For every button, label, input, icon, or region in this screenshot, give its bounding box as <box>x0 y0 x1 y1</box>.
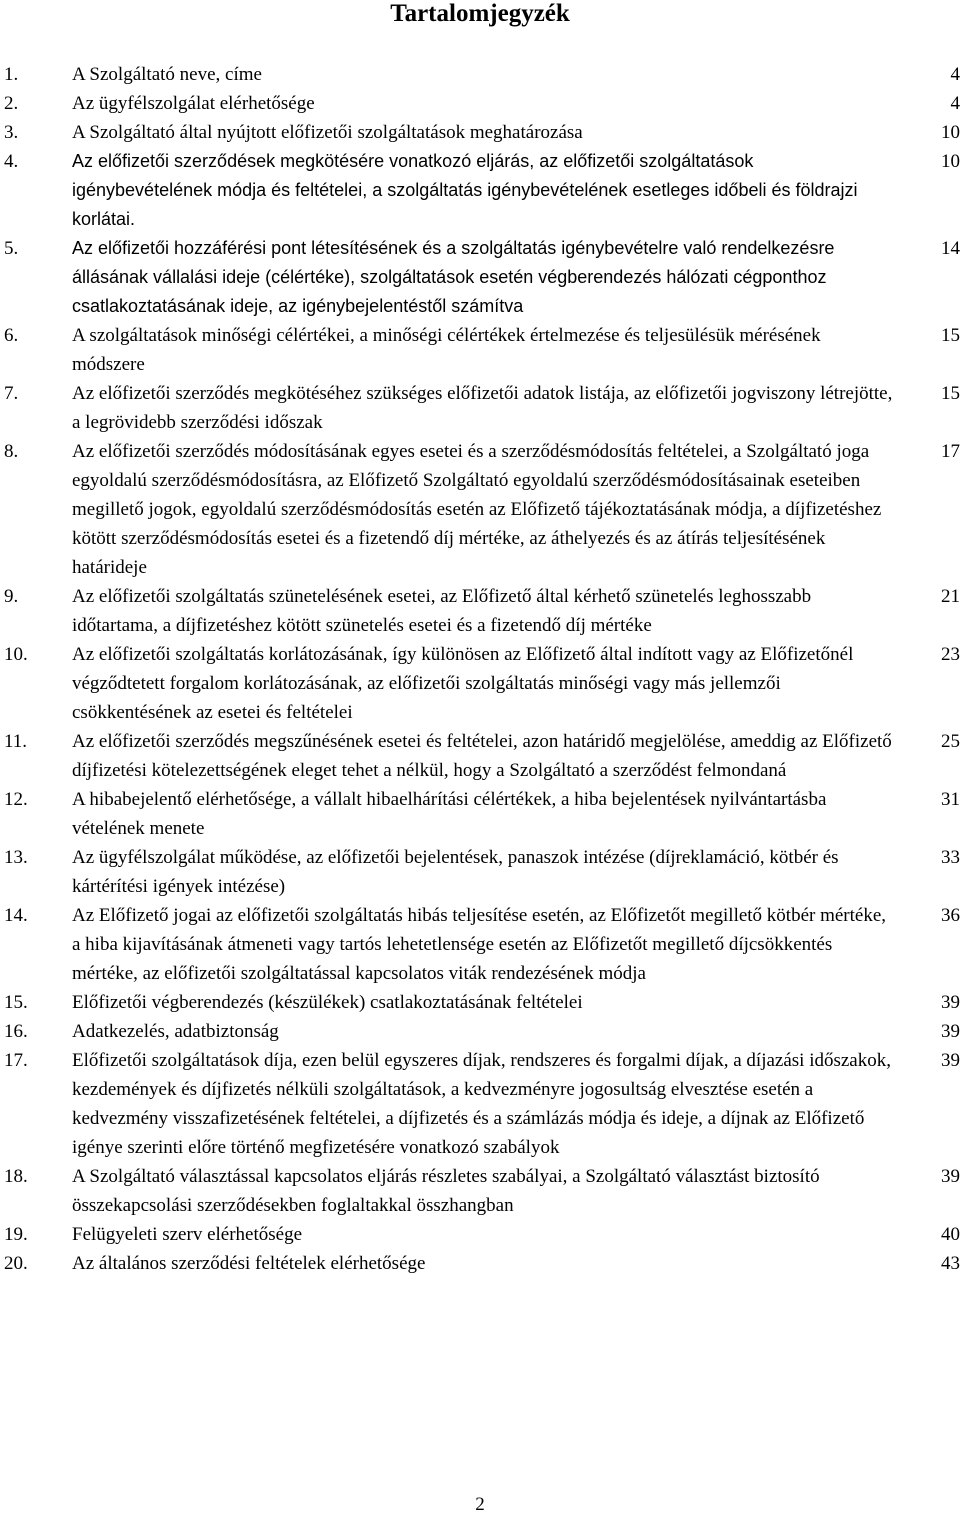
toc-entry-number: 12. <box>4 789 28 810</box>
toc-entry-number: 18. <box>4 1166 28 1187</box>
toc-entry-page: 36 <box>941 905 960 926</box>
toc-entry-number: 10. <box>4 644 28 665</box>
toc-entry-4 <box>4 147 960 234</box>
toc-entry-18 <box>4 1162 960 1220</box>
toc-entry-number: 11. <box>4 731 28 752</box>
toc-entry-text: Az Előfizető jogai az előfizetői szolgáltatás hibás teljesítése esetén, az Előfizetőt megillető kötbér mértéke, a hiba kijavításának átmeneti vagy tartós lehetetlensége esetén az Előfizetőt megillető díjcsökkentés mértéke, az előfizetői szolgáltatással kapcsolatos viták rendezésének módja <box>72 905 887 984</box>
toc-entry-13 <box>4 843 960 901</box>
toc-entry-number: 4. <box>4 151 19 172</box>
toc-entry-page: 10 <box>941 122 960 143</box>
toc-entry-20 <box>4 1249 960 1278</box>
page-number: 2 <box>475 1494 485 1515</box>
toc-entry-7 <box>4 379 960 437</box>
toc-entry-text: A Szolgáltató választással kapcsolatos eljárás részletes szabályai, a Szolgáltató választást biztosító összekapcsolási szerződésekben foglaltakkal összhangban <box>72 1166 820 1216</box>
toc-entry-9 <box>4 582 960 640</box>
toc-list <box>4 60 960 1278</box>
toc-entry-page: 39 <box>941 992 960 1013</box>
toc-entry-text: Előfizetői végberendezés (készülékek) csatlakoztatásának feltételei <box>72 992 583 1013</box>
toc-entry-number: 9. <box>4 586 19 607</box>
toc-entry-text: A szolgáltatások minőségi célértékei, a minőségi célértékek értelmezése és teljesülésük mérésének módszere <box>72 325 821 375</box>
toc-entry-number: 19. <box>4 1224 28 1245</box>
toc-entry-16 <box>4 1017 960 1046</box>
toc-entry-page: 4 <box>950 93 960 114</box>
toc-entry-3 <box>4 118 960 147</box>
toc-entry-text: Az előfizetői szerződés megszűnésének esetei és feltételei, azon határidő megjelölése, ameddig az Előfizető díjfizetési kötelezettségének eleget tehet a nélkül, hogy a Szolgáltató a szerződést felmondaná <box>72 731 892 781</box>
toc-entry-page: 10 <box>941 151 960 172</box>
toc-entry-number: 17. <box>4 1050 28 1071</box>
toc-entry-page: 21 <box>941 586 960 607</box>
toc-entry-number: 15. <box>4 992 28 1013</box>
toc-entry-number: 5. <box>4 238 19 259</box>
toc-entry-number: 8. <box>4 441 19 462</box>
toc-entry-text: Az előfizetői szerződés módosításának egyes esetei és a szerződésmódosítás feltételei, a Szolgáltató joga egyoldalú szerződésmódosításra, az Előfizető Szolgáltató egyoldalú szerződésmódosításainak eseteiben megillető jogok, egyoldalú szerződésmódosítás esetén az Előfizető tájékoztatásának módja, a díjfizetéshez kötött szerződésmódosítás esetei és a fizetendő díj mértéke, az áthelyezés és az átírás teljesítésének határideje <box>72 441 882 578</box>
toc-entry-page: 39 <box>941 1050 960 1071</box>
toc-entry-text: Az előfizetői szolgáltatás szünetelésének esetei, az Előfizető által kérhető szünetelés leghosszabb időtartama, a díjfizetéshez kötött szünetelés esetei és a fizetendő díj mértéke <box>72 586 812 636</box>
toc-entry-number: 14. <box>4 905 28 926</box>
toc-entry-text: Az ügyfélszolgálat elérhetősége <box>72 93 315 114</box>
toc-entry-page: 25 <box>941 731 960 752</box>
toc-entry-text: Az előfizetői szolgáltatás korlátozásának, így különösen az Előfizető által indított vagy az Előfizetőnél végződtetett forgalom korlátozásának, az előfizetői szolgáltatás minőségi vagy más jellemzői csökkentésének az esetei és feltételei <box>72 644 854 723</box>
toc-entry-number: 7. <box>4 383 19 404</box>
toc-entry-page: 15 <box>941 325 960 346</box>
toc-entry-page: 17 <box>941 441 960 462</box>
toc-entry-14 <box>4 901 960 988</box>
toc-entry-11 <box>4 727 960 785</box>
toc-entry-page: 33 <box>941 847 960 868</box>
toc-entry-2 <box>4 89 960 118</box>
toc-entry-page: 31 <box>941 789 960 810</box>
toc-entry-text: Adatkezelés, adatbiztonság <box>72 1021 279 1042</box>
toc-entry-text: Az ügyfélszolgálat működése, az előfizetői bejelentések, panaszok intézése (díjreklamáció, kötbér és kártérítési igények intézése) <box>72 847 839 897</box>
toc-entry-text: Előfizetői szolgáltatások díja, ezen belül egyszeres díjak, rendszeres és forgalmi díjak, a díjazási időszakok, kezdemények és díjfizetés nélküli szolgáltatások, a kedvezményre jogosultság elvesztése esetén a kedvezmény visszafizetésének feltételei, a díjfizetés és a számlázás módja és ideje, a díjnak az Előfizető igénye szerinti előre történő megfizetésére vonatkozó szabályok <box>72 1050 891 1158</box>
toc-entry-10 <box>4 640 960 727</box>
toc-entry-text: Felügyeleti szerv elérhetősége <box>72 1224 303 1245</box>
toc-entry-text: A Szolgáltató neve, címe <box>72 64 262 85</box>
toc-entry-text: Az előfizetői szerződések megkötésére vonatkozó eljárás, az előfizetői szolgáltatások igénybevételének módja és feltételei, a szolgáltatás igénybevételének esetleges időbeli és földrajzi korlátai. <box>72 151 858 229</box>
toc-entry-page: 40 <box>941 1224 960 1245</box>
toc-entry-8 <box>4 437 960 582</box>
toc-entry-number: 20. <box>4 1253 28 1274</box>
toc-entry-number: 2. <box>4 93 19 114</box>
toc-entry-1 <box>4 60 960 89</box>
toc-entry-text: Az előfizetői hozzáférési pont létesítésének és a szolgáltatás igénybevételre való rendelkezésre állásának vállalási ideje (célértéke), szolgáltatások esetén végberendezés hálózati cégponthoz csatlakoztatásának ideje, az igénybejelentéstől számítva <box>72 238 835 316</box>
toc-entry-number: 3. <box>4 122 19 143</box>
toc-entry-17 <box>4 1046 960 1162</box>
toc-entry-page: 39 <box>941 1166 960 1187</box>
toc-entry-text: Az előfizetői szerződés megkötéséhez szükséges előfizetői adatok listája, az előfizetői jogviszony létrejötte, a legrövidebb szerződési időszak <box>72 383 893 433</box>
toc-entry-page: 39 <box>941 1021 960 1042</box>
toc-entry-text: Az általános szerződési feltételek elérhetősége <box>72 1253 426 1274</box>
toc-entry-6 <box>4 321 960 379</box>
toc-entry-text: A Szolgáltató által nyújtott előfizetői szolgáltatások meghatározása <box>72 122 583 143</box>
toc-entry-19 <box>4 1220 960 1249</box>
toc-entry-page: 14 <box>941 238 960 259</box>
toc-entry-text: A hibabejelentő elérhetősége, a vállalt hibaelhárítási célértékek, a hiba bejelentések nyilvántartásba vételének menete <box>72 789 827 839</box>
toc-title: Tartalomjegyzék <box>390 0 570 27</box>
toc-entry-page: 15 <box>941 383 960 404</box>
toc-entry-page: 43 <box>941 1253 960 1274</box>
toc-entry-page: 4 <box>950 64 960 85</box>
toc-entry-12 <box>4 785 960 843</box>
toc-entry-5 <box>4 234 960 321</box>
toc-entry-number: 6. <box>4 325 19 346</box>
toc-entry-number: 13. <box>4 847 28 868</box>
toc-entry-page: 23 <box>941 644 960 665</box>
toc-entry-15 <box>4 988 960 1017</box>
toc-entry-number: 16. <box>4 1021 28 1042</box>
toc-entry-number: 1. <box>4 64 19 85</box>
